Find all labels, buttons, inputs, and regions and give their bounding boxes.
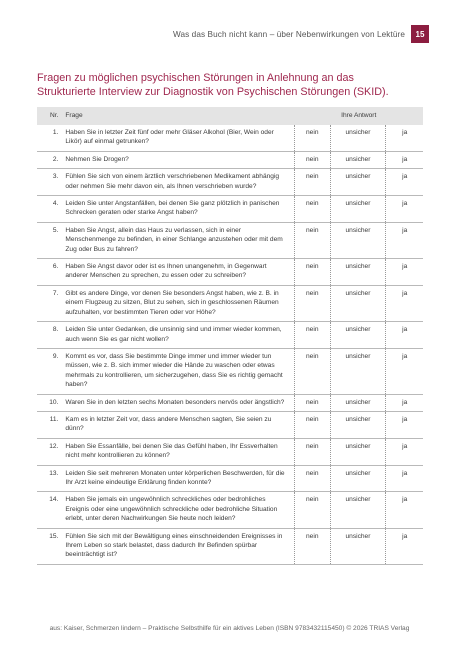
table-row — [37, 151, 423, 168]
answer-option-unsicher[interactable]: unsicher — [330, 411, 386, 438]
question-text: Kommt es vor, dass Sie bestimmte Dinge immer und immer wieder tun müssen, wie z. B. sich immer wieder die Hände zu waschen oder etwas mehrmals zu kontrollieren, um sicherzugehen, dass Sie es richtig gemacht haben? — [62, 348, 294, 394]
answer-option-unsicher[interactable]: unsicher — [330, 125, 386, 151]
source-footer: aus: Kaiser, Schmerzen lindern – Praktische Selbsthilfe für ein aktives Leben (ISBN 9783432115450) © 2026 TRIAS Verlag — [49, 625, 410, 632]
answer-option-nein[interactable]: nein — [294, 151, 330, 168]
table-row — [37, 285, 423, 321]
question-number: 12. — [37, 438, 62, 465]
table-row — [37, 322, 423, 349]
answer-option-nein[interactable]: nein — [294, 528, 330, 564]
answer-option-unsicher[interactable]: unsicher — [330, 322, 386, 349]
answer-option-ja[interactable]: ja — [386, 222, 423, 258]
section-heading-line-1: Fragen zu möglichen psychischen Störungen in Anlehnung an das — [37, 72, 354, 84]
question-text: Waren Sie in den letzten sechs Monaten besonders nervös oder ängstlich? — [62, 394, 294, 411]
table-row — [37, 222, 423, 258]
answer-option-unsicher[interactable]: unsicher — [330, 196, 386, 223]
answer-option-ja[interactable]: ja — [386, 169, 423, 196]
table-row — [37, 125, 423, 151]
answer-option-nein[interactable]: nein — [294, 438, 330, 465]
table-row — [37, 465, 423, 492]
running-header-title: Was das Buch nicht kann – über Nebenwirkungen von Lektüre — [172, 30, 405, 39]
question-number: 2. — [37, 151, 62, 168]
table-row — [37, 196, 423, 223]
question-number: 11. — [37, 411, 62, 438]
question-number: 4. — [37, 196, 62, 223]
answer-option-ja[interactable]: ja — [386, 465, 423, 492]
answer-option-nein[interactable]: nein — [294, 465, 330, 492]
answer-option-ja[interactable]: ja — [386, 151, 423, 168]
answer-option-nein[interactable]: nein — [294, 322, 330, 349]
questionnaire-table — [37, 107, 423, 565]
table-row — [37, 438, 423, 465]
question-number: 1. — [37, 125, 62, 151]
answer-option-unsicher[interactable]: unsicher — [330, 169, 386, 196]
answer-option-nein[interactable]: nein — [294, 394, 330, 411]
answer-option-nein[interactable]: nein — [294, 196, 330, 223]
table-row — [37, 348, 423, 394]
question-number: 3. — [37, 169, 62, 196]
question-number: 13. — [37, 465, 62, 492]
question-text: Fühlen Sie sich mit der Bewältigung eines einschneidenden Ereignisses in Ihrem Leben so stark belastet, dass dadurch Ihr Befinden spürbar beeinträchtigt ist? — [62, 528, 294, 564]
question-number: 6. — [37, 259, 62, 286]
header-nr: Nr. — [37, 107, 62, 125]
question-text: Kam es in letzter Zeit vor, dass andere Menschen sagten, Sie seien zu dünn? — [62, 411, 294, 438]
question-text: Leiden Sie seit mehreren Monaten unter körperlichen Beschwerden, für die Ihr Arzt keine eindeutige Erklärung finden konnte? — [62, 465, 294, 492]
answer-option-unsicher[interactable]: unsicher — [330, 259, 386, 286]
answer-option-ja[interactable]: ja — [386, 259, 423, 286]
answer-option-unsicher[interactable]: unsicher — [330, 394, 386, 411]
question-text: Haben Sie jemals ein ungewöhnlich schreckliches oder bedrohliches Ereignis oder eine ungewöhnlich schreckliche oder bedrohliche Situation erlebt, unter deren Nachwirkungen Sie heute noch leiden? — [62, 492, 294, 528]
question-text: Haben Sie Angst davor oder ist es Ihnen unangenehm, in Gegenwart anderer Menschen zu sprechen, zu essen oder zu schreiben? — [62, 259, 294, 286]
question-text: Nehmen Sie Drogen? — [62, 151, 294, 168]
answer-option-nein[interactable]: nein — [294, 222, 330, 258]
answer-option-ja[interactable]: ja — [386, 438, 423, 465]
question-text: Leiden Sie unter Gedanken, die unsinnig sind und immer wieder kommen, auch wenn Sie es gar nicht wollen? — [62, 322, 294, 349]
question-number: 7. — [37, 285, 62, 321]
answer-option-nein[interactable]: nein — [294, 411, 330, 438]
question-text: Haben Sie Angst, allein das Haus zu verlassen, sich in einer Menschenmenge zu befinden, in einer Schlange anzustehen oder mit dem Zug oder Bus zu fahren? — [62, 222, 294, 258]
answer-option-ja[interactable]: ja — [386, 528, 423, 564]
answer-option-unsicher[interactable]: unsicher — [330, 528, 386, 564]
table-header-row — [37, 107, 423, 125]
table-row — [37, 411, 423, 438]
answer-option-nein[interactable]: nein — [294, 259, 330, 286]
answer-option-ja[interactable]: ja — [386, 125, 423, 151]
answer-option-ja[interactable]: ja — [386, 394, 423, 411]
header-frage: Frage — [62, 107, 294, 125]
question-text: Haben Sie in letzter Zeit fünf oder mehr Gläser Alkohol (Bier, Wein oder Likör) auf einmal getrunken? — [62, 125, 294, 151]
answer-option-ja[interactable]: ja — [386, 196, 423, 223]
answer-option-nein[interactable]: nein — [294, 348, 330, 394]
question-number: 9. — [37, 348, 62, 394]
section-heading — [37, 72, 422, 99]
answer-option-unsicher[interactable]: unsicher — [330, 151, 386, 168]
answer-option-unsicher[interactable]: unsicher — [330, 222, 386, 258]
question-number: 14. — [37, 492, 62, 528]
answer-option-nein[interactable]: nein — [294, 169, 330, 196]
answer-option-ja[interactable]: ja — [386, 285, 423, 321]
answer-option-ja[interactable]: ja — [386, 411, 423, 438]
answer-option-ja[interactable]: ja — [386, 348, 423, 394]
question-number: 10. — [37, 394, 62, 411]
questionnaire-body — [37, 125, 423, 564]
answer-option-ja[interactable]: ja — [386, 322, 423, 349]
answer-option-unsicher[interactable]: unsicher — [330, 465, 386, 492]
answer-option-ja[interactable]: ja — [386, 492, 423, 528]
question-number: 5. — [37, 222, 62, 258]
question-text: Haben Sie Essanfälle, bei denen Sie das Gefühl haben, Ihr Essverhalten nicht mehr kontrollieren zu können? — [62, 438, 294, 465]
answer-option-unsicher[interactable]: unsicher — [330, 348, 386, 394]
table-row — [37, 492, 423, 528]
header-ihre-antwort: Ihre Antwort — [294, 107, 423, 125]
page-number-badge: 15 — [411, 25, 429, 43]
question-text: Gibt es andere Dinge, vor denen Sie besonders Angst haben, wie z. B. in einem Flugzeug zu sitzen, Blut zu sehen, sich in geschlossenen Räumen aufzuhalten, vor bestimmten Tieren oder vor Höhe? — [62, 285, 294, 321]
question-text: Fühlen Sie sich von einem ärztlich verschriebenen Medikament abhängig oder nehmen Sie mehr davon ein, als Ihnen verschrieben wurde? — [62, 169, 294, 196]
question-text: Leiden Sie unter Angstanfällen, bei denen Sie ganz plötzlich in panischen Schrecken geraten oder starke Angst haben? — [62, 196, 294, 223]
table-row — [37, 394, 423, 411]
answer-option-unsicher[interactable]: unsicher — [330, 438, 386, 465]
table-row — [37, 259, 423, 286]
answer-option-nein[interactable]: nein — [294, 492, 330, 528]
table-row — [37, 528, 423, 564]
question-number: 15. — [37, 528, 62, 564]
question-number: 8. — [37, 322, 62, 349]
answer-option-nein[interactable]: nein — [294, 125, 330, 151]
table-row — [37, 169, 423, 196]
answer-option-nein[interactable]: nein — [294, 285, 330, 321]
section-heading-line-2: Strukturierte Interview zur Diagnostik von Psychischen Störungen (SKID). — [37, 85, 389, 98]
answer-option-unsicher[interactable]: unsicher — [330, 285, 386, 321]
answer-option-unsicher[interactable]: unsicher — [330, 492, 386, 528]
